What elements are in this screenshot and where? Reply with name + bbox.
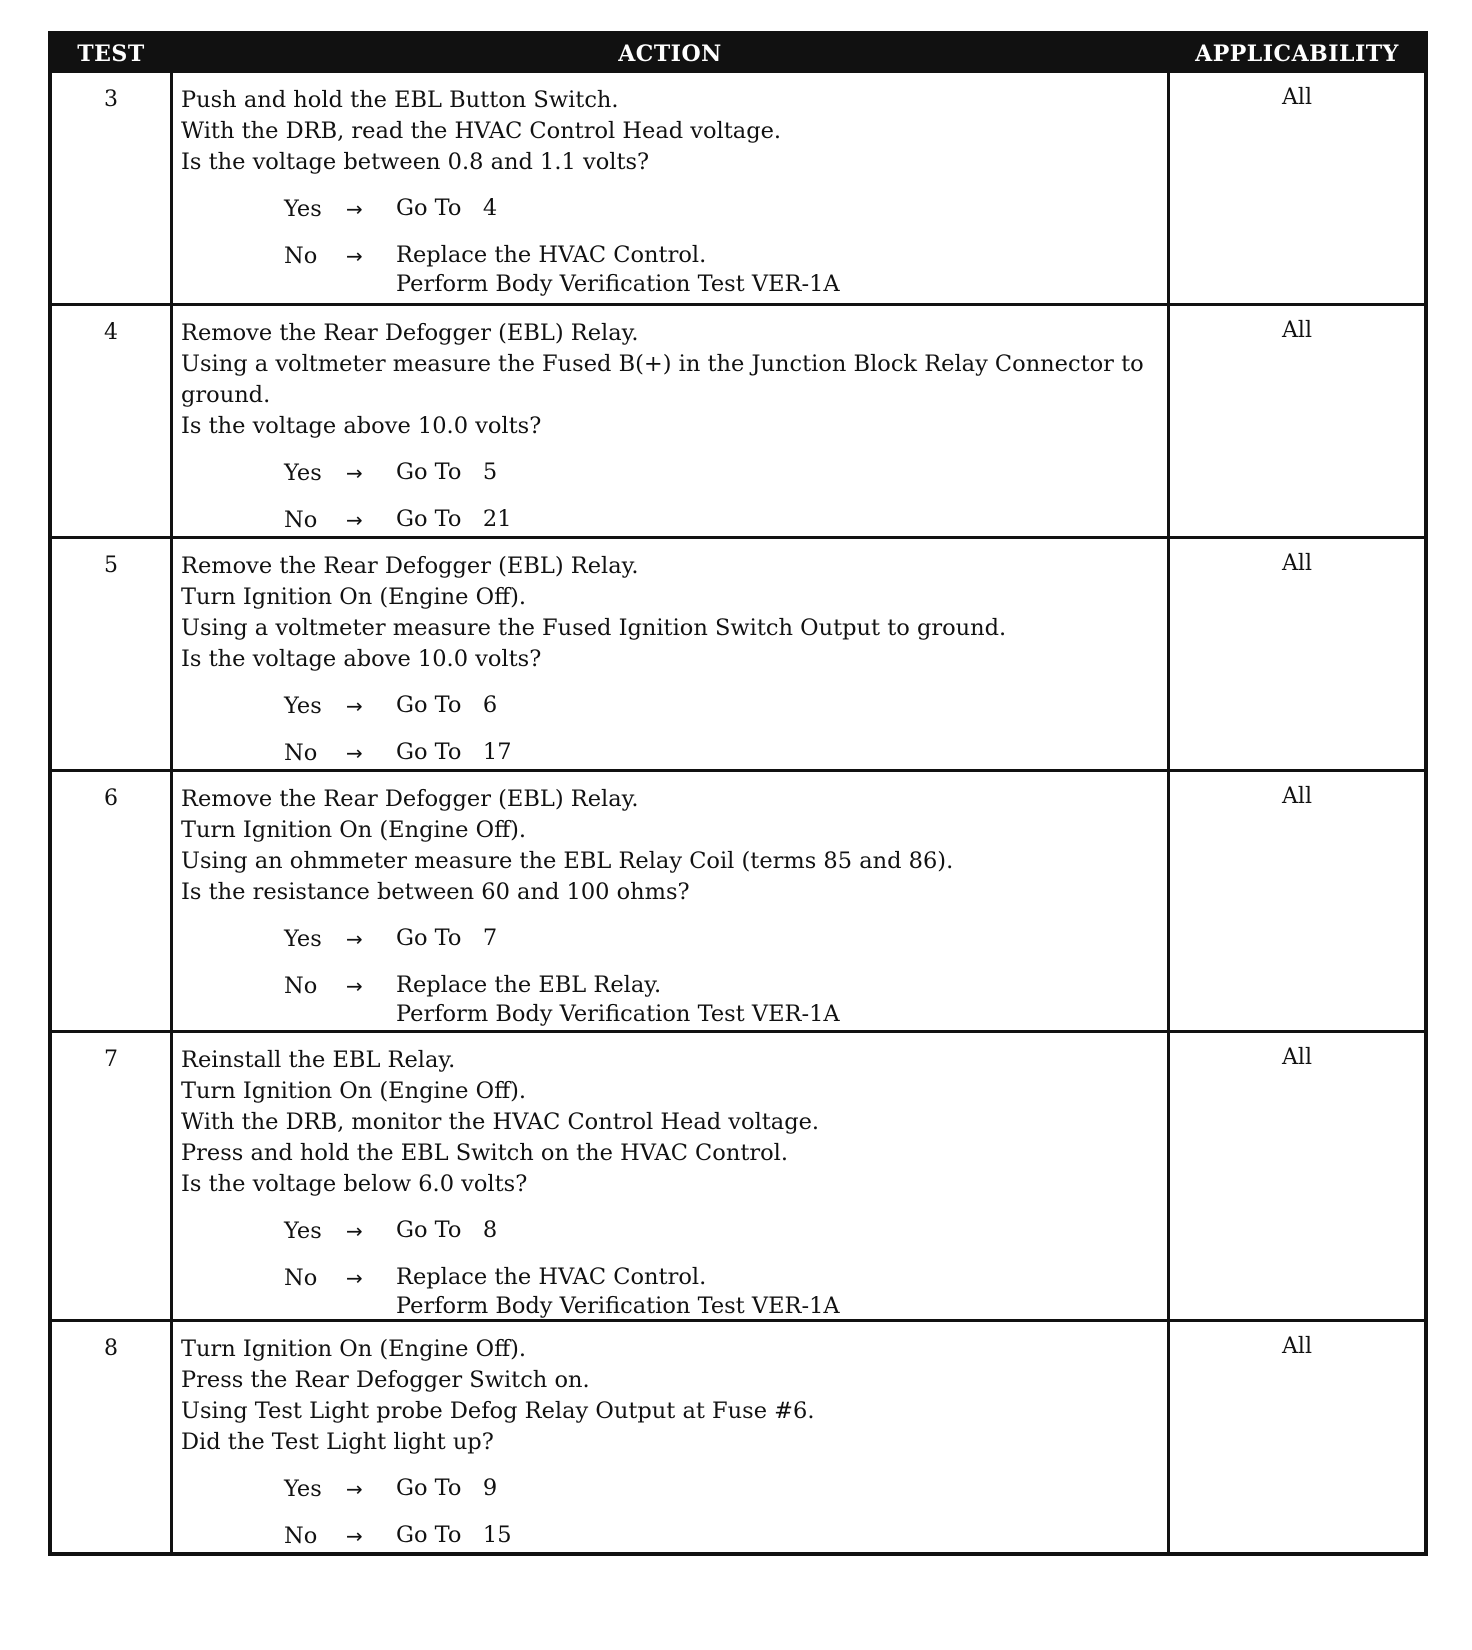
no-result bbox=[396, 1263, 1159, 1321]
no-label: No bbox=[284, 1265, 318, 1291]
applicability-cell: All bbox=[1282, 318, 1312, 343]
no-result bbox=[396, 971, 1159, 1029]
yes-result bbox=[396, 458, 1159, 489]
action-cell bbox=[170, 539, 1170, 769]
table-row bbox=[52, 1030, 1424, 1319]
arrow-right-icon: → bbox=[346, 508, 363, 532]
yes-result bbox=[396, 194, 1159, 225]
result-line: Replace the HVAC Control. bbox=[396, 1264, 707, 1290]
result-line: Go To 6 bbox=[396, 692, 498, 718]
action-step: Is the voltage between 0.8 and 1.1 volts? bbox=[181, 149, 650, 175]
result-line: Go To 7 bbox=[396, 925, 498, 951]
header-applicability: APPLICABILITY bbox=[1195, 41, 1399, 67]
no-branch bbox=[284, 738, 1159, 769]
action-steps bbox=[181, 1334, 1159, 1458]
no-label: No bbox=[284, 740, 318, 766]
applicability-cell: All bbox=[1282, 784, 1312, 809]
result-line: Go To 8 bbox=[396, 1217, 498, 1243]
action-step: Turn Ignition On (Engine Off). bbox=[181, 817, 527, 843]
test-number: 6 bbox=[104, 786, 118, 811]
yes-label: Yes bbox=[284, 1476, 322, 1502]
yes-result bbox=[396, 691, 1159, 722]
action-step: With the DRB, monitor the HVAC Control Head voltage. bbox=[181, 1109, 820, 1135]
action-steps bbox=[181, 1045, 1159, 1200]
no-result bbox=[396, 738, 1159, 769]
no-branch bbox=[284, 1263, 1159, 1321]
result-line: Go To 21 bbox=[396, 506, 512, 532]
yes-result bbox=[396, 1216, 1159, 1247]
test-number: 8 bbox=[104, 1336, 118, 1361]
action-step: Did the Test Light light up? bbox=[181, 1429, 494, 1455]
action-step: Using a voltmeter measure the Fused B(+) in the Junction Block Relay Connector to bbox=[181, 351, 1144, 377]
arrow-right-icon: → bbox=[346, 974, 363, 998]
result-line: Replace the EBL Relay. bbox=[396, 972, 662, 998]
action-step: Using a voltmeter measure the Fused Ignition Switch Output to ground. bbox=[181, 615, 1007, 641]
arrow-right-icon: → bbox=[346, 1524, 363, 1548]
header-test: TEST bbox=[77, 41, 145, 67]
yes-branch bbox=[284, 194, 1159, 225]
yes-label: Yes bbox=[284, 926, 322, 952]
no-result bbox=[396, 241, 1159, 299]
action-cell bbox=[170, 772, 1170, 1030]
yes-label: Yes bbox=[284, 196, 322, 222]
action-step: Is the resistance between 60 and 100 ohms? bbox=[181, 879, 690, 905]
action-cell bbox=[170, 73, 1170, 303]
action-step: Reinstall the EBL Relay. bbox=[181, 1047, 456, 1073]
action-step: Is the voltage below 6.0 volts? bbox=[181, 1171, 528, 1197]
arrow-right-icon: → bbox=[346, 1266, 363, 1290]
action-cell bbox=[170, 1322, 1170, 1552]
result-line: Go To 15 bbox=[396, 1522, 512, 1548]
action-step: ground. bbox=[181, 382, 271, 408]
table-header bbox=[52, 35, 1424, 73]
yes-branch bbox=[284, 458, 1159, 489]
table-row bbox=[52, 1319, 1424, 1552]
action-step: Is the voltage above 10.0 volts? bbox=[181, 646, 542, 672]
table-body bbox=[52, 73, 1424, 1552]
result-line: Replace the HVAC Control. bbox=[396, 242, 707, 268]
action-step: Remove the Rear Defogger (EBL) Relay. bbox=[181, 320, 639, 346]
action-step: Turn Ignition On (Engine Off). bbox=[181, 584, 527, 610]
applicability-cell: All bbox=[1282, 1045, 1312, 1070]
action-step: Is the voltage above 10.0 volts? bbox=[181, 413, 542, 439]
applicability-cell: All bbox=[1282, 1334, 1312, 1359]
no-label: No bbox=[284, 1523, 318, 1549]
action-steps bbox=[181, 85, 1159, 178]
action-steps bbox=[181, 318, 1159, 442]
result-line: Perform Body Verification Test VER-1A bbox=[396, 1001, 840, 1027]
yes-branch bbox=[284, 691, 1159, 722]
test-number: 3 bbox=[104, 87, 118, 112]
action-steps bbox=[181, 551, 1159, 675]
action-step: With the DRB, read the HVAC Control Head voltage. bbox=[181, 118, 782, 144]
table-row bbox=[52, 536, 1424, 769]
action-step: Using an ohmmeter measure the EBL Relay Coil (terms 85 and 86). bbox=[181, 848, 954, 874]
arrow-right-icon: → bbox=[346, 461, 363, 485]
arrow-right-icon: → bbox=[346, 927, 363, 951]
arrow-right-icon: → bbox=[346, 244, 363, 268]
no-result bbox=[396, 1521, 1159, 1552]
arrow-right-icon: → bbox=[346, 694, 363, 718]
result-line: Perform Body Verification Test VER-1A bbox=[396, 271, 840, 297]
result-line: Perform Body Verification Test VER-1A bbox=[396, 1293, 840, 1319]
applicability-cell: All bbox=[1282, 551, 1312, 576]
no-branch bbox=[284, 1521, 1159, 1552]
action-step: Push and hold the EBL Button Switch. bbox=[181, 87, 619, 113]
arrow-right-icon: → bbox=[346, 197, 363, 221]
header-action: ACTION bbox=[618, 41, 722, 67]
yes-label: Yes bbox=[284, 1218, 322, 1244]
no-result bbox=[396, 505, 1159, 536]
no-branch bbox=[284, 971, 1159, 1029]
result-line: Go To 9 bbox=[396, 1475, 498, 1501]
yes-result bbox=[396, 924, 1159, 955]
action-step: Turn Ignition On (Engine Off). bbox=[181, 1078, 527, 1104]
diagnostic-table bbox=[48, 31, 1428, 1556]
yes-label: Yes bbox=[284, 460, 322, 486]
arrow-right-icon: → bbox=[346, 741, 363, 765]
action-step: Remove the Rear Defogger (EBL) Relay. bbox=[181, 786, 639, 812]
yes-branch bbox=[284, 1216, 1159, 1247]
action-cell bbox=[170, 306, 1170, 536]
arrow-right-icon: → bbox=[346, 1477, 363, 1501]
yes-branch bbox=[284, 1474, 1159, 1505]
table-row bbox=[52, 769, 1424, 1030]
action-step: Remove the Rear Defogger (EBL) Relay. bbox=[181, 553, 639, 579]
table-row bbox=[52, 303, 1424, 536]
arrow-right-icon: → bbox=[346, 1219, 363, 1243]
action-step: Press the Rear Defogger Switch on. bbox=[181, 1367, 590, 1393]
no-label: No bbox=[284, 243, 318, 269]
yes-result bbox=[396, 1474, 1159, 1505]
test-number: 7 bbox=[104, 1047, 118, 1072]
action-cell bbox=[170, 1033, 1170, 1319]
result-line: Go To 17 bbox=[396, 739, 512, 765]
yes-label: Yes bbox=[284, 693, 322, 719]
result-line: Go To 4 bbox=[396, 195, 498, 221]
action-steps bbox=[181, 784, 1159, 908]
action-step: Using Test Light probe Defog Relay Output at Fuse #6. bbox=[181, 1398, 815, 1424]
test-number: 5 bbox=[104, 553, 118, 578]
no-label: No bbox=[284, 973, 318, 999]
yes-branch bbox=[284, 924, 1159, 955]
applicability-cell: All bbox=[1282, 85, 1312, 110]
no-branch bbox=[284, 505, 1159, 536]
no-label: No bbox=[284, 507, 318, 533]
action-step: Turn Ignition On (Engine Off). bbox=[181, 1336, 527, 1362]
table-row bbox=[52, 73, 1424, 303]
action-step: Press and hold the EBL Switch on the HVAC Control. bbox=[181, 1140, 789, 1166]
no-branch bbox=[284, 241, 1159, 299]
result-line: Go To 5 bbox=[396, 459, 498, 485]
test-number: 4 bbox=[104, 320, 118, 345]
